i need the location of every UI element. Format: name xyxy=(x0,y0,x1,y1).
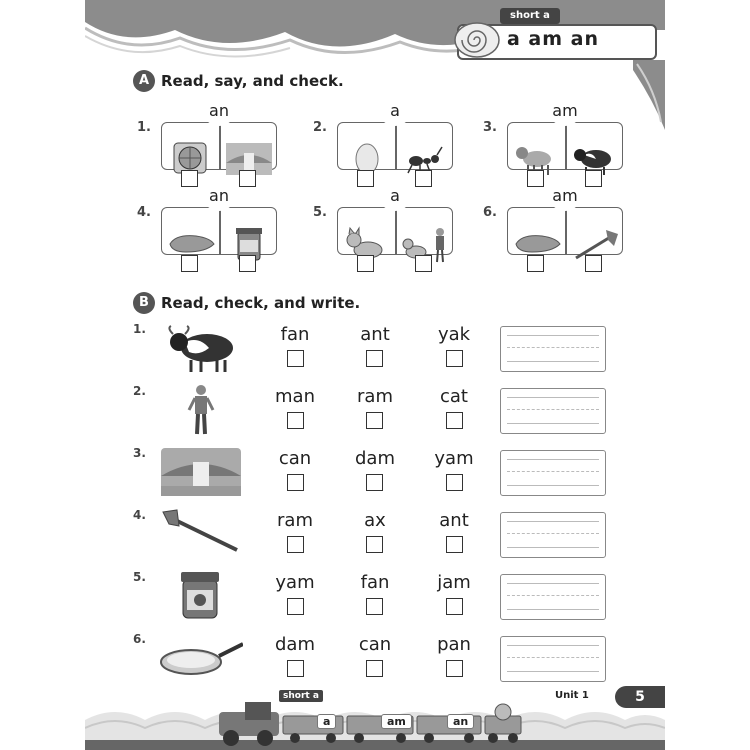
row-number: 6. xyxy=(133,632,146,646)
target-word: an xyxy=(204,185,234,211)
checkbox[interactable] xyxy=(287,660,304,677)
choice-word: man xyxy=(275,386,315,407)
unit-label: Unit 1 xyxy=(555,690,589,701)
checkbox[interactable] xyxy=(366,350,383,367)
picture-pair-box xyxy=(337,122,453,170)
spiral-icon xyxy=(453,18,501,58)
checkbox[interactable] xyxy=(357,170,374,187)
picture-pair-box xyxy=(507,122,623,170)
item-number: 3. xyxy=(483,120,497,135)
checkbox[interactable] xyxy=(366,598,383,615)
row-number: 1. xyxy=(133,322,146,336)
checkbox[interactable] xyxy=(366,474,383,491)
checkbox[interactable] xyxy=(527,255,544,272)
cart-label: a xyxy=(317,714,336,729)
b-row-2 xyxy=(85,384,665,440)
right-margin xyxy=(665,0,750,750)
target-word: an xyxy=(204,100,234,126)
checkbox[interactable] xyxy=(181,255,198,272)
b-row-3 xyxy=(85,446,665,502)
choice-word: ax xyxy=(364,510,386,531)
choice-word: ram xyxy=(357,386,393,407)
checkbox[interactable] xyxy=(287,598,304,615)
row-number: 5. xyxy=(133,570,146,584)
choice-word: dam xyxy=(355,448,395,469)
checkbox[interactable] xyxy=(239,170,256,187)
section-b-instruction: Read, check, and write. xyxy=(161,294,361,312)
choice-word: ram xyxy=(277,510,313,531)
choice-word: cat xyxy=(440,386,468,407)
section-a-badge: A xyxy=(133,70,155,92)
item-number: 4. xyxy=(137,205,151,220)
picture-pair-box xyxy=(507,207,623,255)
yak-picture xyxy=(159,322,243,374)
b-row-5 xyxy=(85,570,665,626)
item-number: 5. xyxy=(313,205,327,220)
cart-label: an xyxy=(447,714,474,729)
target-word: am xyxy=(550,185,580,211)
a-item-1 xyxy=(137,101,292,190)
left-margin xyxy=(0,0,85,750)
writing-line[interactable] xyxy=(500,574,606,620)
checkbox[interactable] xyxy=(181,170,198,187)
writing-line[interactable] xyxy=(500,450,606,496)
checkbox[interactable] xyxy=(366,536,383,553)
choice-word: ant xyxy=(360,324,390,345)
choice-word: fan xyxy=(360,572,390,593)
choice-word: pan xyxy=(437,634,471,655)
choice-word: can xyxy=(358,634,392,655)
writing-line[interactable] xyxy=(500,388,606,434)
dam-picture xyxy=(159,446,243,498)
checkbox[interactable] xyxy=(446,660,463,677)
checkbox[interactable] xyxy=(446,350,463,367)
checkbox[interactable] xyxy=(446,598,463,615)
choice-word: yam xyxy=(275,572,315,593)
section-b-badge: B xyxy=(133,292,155,314)
choice-word: fan xyxy=(280,324,310,345)
choice-word: ant xyxy=(439,510,469,531)
footer-tag: short a xyxy=(279,690,323,702)
target-word: am xyxy=(550,100,580,126)
page-number: 5 xyxy=(615,686,665,708)
writing-line[interactable] xyxy=(500,636,606,682)
target-word: a xyxy=(380,185,410,211)
man-picture xyxy=(159,384,243,436)
a-item-5 xyxy=(313,186,468,275)
a-item-6 xyxy=(483,186,638,275)
target-word: a xyxy=(380,100,410,126)
a-item-2 xyxy=(313,101,468,190)
b-row-1 xyxy=(85,322,665,378)
picture-pair-box xyxy=(161,122,277,170)
checkbox[interactable] xyxy=(287,474,304,491)
checkbox[interactable] xyxy=(287,350,304,367)
a-item-4 xyxy=(137,186,292,275)
item-number: 6. xyxy=(483,205,497,220)
choice-word: dam xyxy=(275,634,315,655)
choice-word: can xyxy=(278,448,312,469)
item-number: 2. xyxy=(313,120,327,135)
section-a-heading xyxy=(133,70,344,92)
b-row-6 xyxy=(85,632,665,688)
checkbox[interactable] xyxy=(446,536,463,553)
checkbox[interactable] xyxy=(366,412,383,429)
writing-line[interactable] xyxy=(500,326,606,372)
section-a-instruction: Read, say, and check. xyxy=(161,72,344,90)
checkbox[interactable] xyxy=(357,255,374,272)
checkbox[interactable] xyxy=(287,536,304,553)
checkbox[interactable] xyxy=(239,255,256,272)
checkbox[interactable] xyxy=(585,255,602,272)
section-b-heading xyxy=(133,292,360,314)
checkbox[interactable] xyxy=(287,412,304,429)
checkbox[interactable] xyxy=(446,474,463,491)
header-title: a am an xyxy=(507,28,600,50)
worksheet-page xyxy=(85,0,665,750)
row-number: 2. xyxy=(133,384,146,398)
checkbox[interactable] xyxy=(446,412,463,429)
checkbox[interactable] xyxy=(366,660,383,677)
choice-word: yam xyxy=(434,448,474,469)
picture-pair-box xyxy=(161,207,277,255)
checkbox[interactable] xyxy=(415,170,432,187)
picture-pair-box xyxy=(337,207,453,255)
choice-word: yak xyxy=(437,324,471,345)
row-number: 4. xyxy=(133,508,146,522)
writing-line[interactable] xyxy=(500,512,606,558)
checkbox[interactable] xyxy=(527,170,544,187)
cart-label: am xyxy=(381,714,412,729)
a-item-3 xyxy=(483,101,638,190)
row-number: 3. xyxy=(133,446,146,460)
choice-word: jam xyxy=(437,572,471,593)
b-row-4 xyxy=(85,508,665,564)
item-number: 1. xyxy=(137,120,151,135)
pan-picture xyxy=(159,632,243,684)
checkbox[interactable] xyxy=(415,255,432,272)
jam-picture xyxy=(159,570,243,622)
ax-picture xyxy=(159,508,243,560)
header-tag: short a xyxy=(500,8,560,24)
checkbox[interactable] xyxy=(585,170,602,187)
